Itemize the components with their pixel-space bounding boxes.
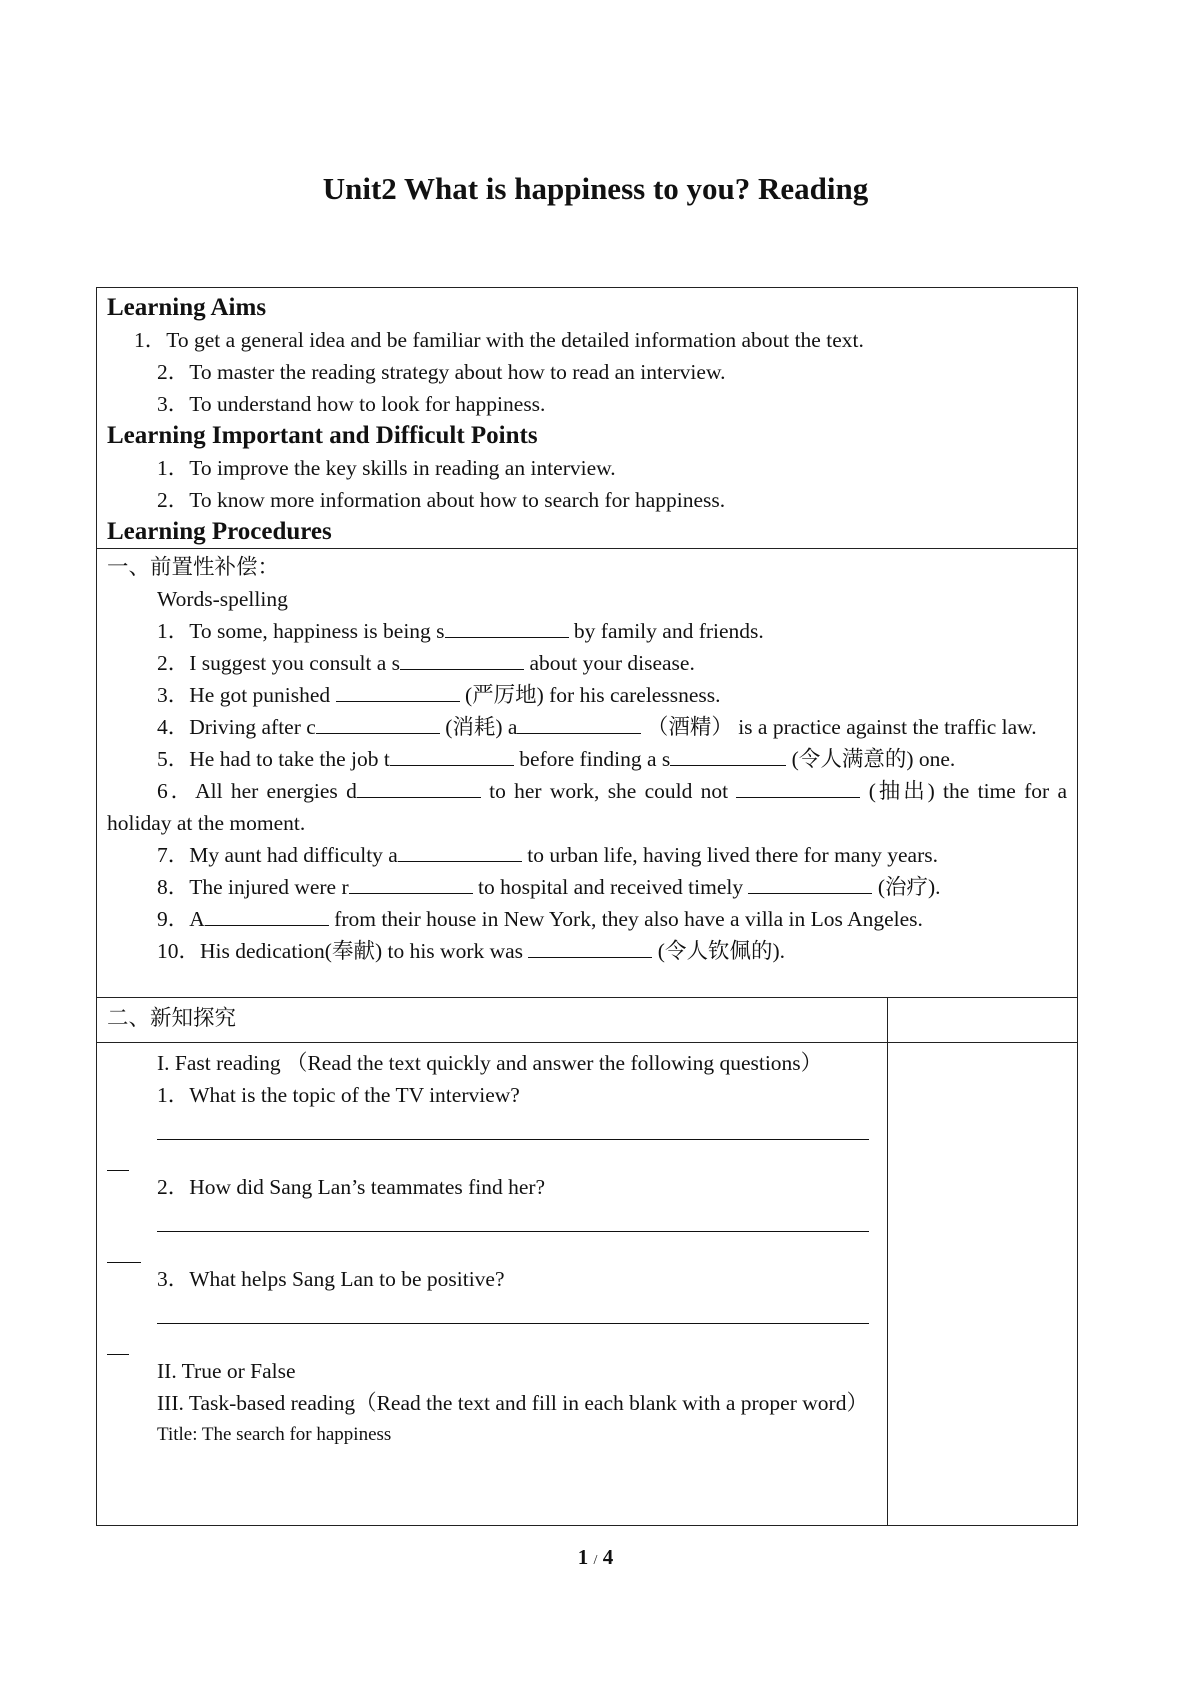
explore-header-row <box>97 998 1078 1043</box>
question-text: to urban life, having lived there for many years. <box>521 843 938 867</box>
task-based-instruction: III. Task-based reading（Read the text and fill in each blank with a proper word） <box>157 1391 868 1415</box>
question-text: about your disease. <box>524 651 695 675</box>
fast-reading-question: 1．What is the topic of the TV interview? <box>157 1083 520 1107</box>
task-table-title: Title: The search for happiness <box>157 1424 392 1445</box>
point-item: 2．To know more information about how to search for happiness. <box>157 488 726 512</box>
answer-blank[interactable] <box>349 871 473 894</box>
worksheet-table <box>96 287 1078 1526</box>
procedures-heading: Learning Procedures <box>107 518 332 545</box>
answer-line-end <box>107 1324 129 1355</box>
page-separator: / <box>593 1553 598 1568</box>
notes-cell <box>888 998 1078 1043</box>
page-number <box>0 1545 1191 1570</box>
answer-blank[interactable] <box>390 743 514 766</box>
point-item: 1．To improve the key skills in reading an interview. <box>157 456 616 480</box>
aim-item: 3．To understand how to look for happiness. <box>157 392 546 416</box>
spelling-question <box>97 615 1077 647</box>
spelling-question <box>97 775 1077 839</box>
answer-blank[interactable] <box>670 743 786 766</box>
aims-heading: Learning Aims <box>107 294 267 321</box>
fast-reading-question: 2．How did Sang Lan’s teammates find her? <box>157 1175 546 1199</box>
spelling-question <box>97 839 1077 871</box>
question-text: (令人钦佩的). <box>652 939 785 963</box>
question-text: (消耗) a <box>439 715 518 739</box>
answer-blank[interactable] <box>736 775 860 798</box>
question-text: 9．A <box>157 907 205 931</box>
explore-row <box>97 1043 1078 1526</box>
spelling-question <box>97 679 1077 711</box>
question-text: to her work, she could not <box>480 779 737 803</box>
answer-blank[interactable] <box>748 871 872 894</box>
page-title: Unit2 What is happiness to you? Reading <box>322 171 869 206</box>
question-text: 5．He had to take the job t <box>157 747 390 771</box>
answer-blank[interactable] <box>400 647 524 670</box>
answer-line-end <box>107 1232 141 1263</box>
spelling-question <box>97 935 1077 967</box>
answer-line[interactable] <box>157 1203 869 1232</box>
spelling-question <box>97 743 1077 775</box>
question-text: 1．To some, happiness is being s <box>157 619 445 643</box>
preview-section-label: 一、前置性补偿： <box>107 555 280 579</box>
answer-blank[interactable] <box>517 711 641 734</box>
spelling-question <box>97 903 1077 935</box>
answer-blank[interactable] <box>398 839 522 862</box>
question-text: 10．His dedication(奉献) to his work was <box>157 939 529 963</box>
answer-line[interactable] <box>157 1295 869 1324</box>
aims-row <box>97 288 1078 549</box>
answer-line-end <box>107 1140 129 1171</box>
question-text: to hospital and received timely <box>472 875 749 899</box>
points-heading: Learning Important and Difficult Points <box>107 422 538 449</box>
words-spelling-heading: Words-spelling <box>157 587 288 611</box>
preview-row <box>97 549 1078 998</box>
aim-item: 1．To get a general idea and be familiar with the detailed information about the text. <box>134 328 864 352</box>
answer-line[interactable] <box>157 1111 869 1140</box>
spelling-question <box>97 647 1077 679</box>
question-text: 7．My aunt had difficulty a <box>157 843 398 867</box>
question-text: (治疗). <box>872 875 941 899</box>
question-text: from their house in New York, they also have a villa in Los Angeles. <box>328 907 923 931</box>
current-page: 1 <box>577 1545 589 1569</box>
answer-blank[interactable] <box>445 615 569 638</box>
question-text: (令人满意的) one. <box>786 747 956 771</box>
answer-blank[interactable] <box>205 903 329 926</box>
question-text: 2．I suggest you consult a s <box>157 651 401 675</box>
notes-cell <box>888 1043 1078 1526</box>
spelling-question <box>97 711 1077 743</box>
total-pages: 4 <box>602 1545 614 1569</box>
explore-section-label: 二、新知探究 <box>107 1006 237 1030</box>
answer-blank[interactable] <box>316 711 440 734</box>
question-text: 6．All her energies d <box>157 779 357 803</box>
answer-blank[interactable] <box>357 775 481 798</box>
fast-reading-instruction: I. Fast reading （Read the text quickly and answer the following questions） <box>157 1051 823 1075</box>
question-text: before finding a s <box>513 747 671 771</box>
question-text: 4．Driving after c <box>157 715 316 739</box>
question-text: (严厉地) for his carelessness. <box>459 683 721 707</box>
fast-reading-question: 3．What helps Sang Lan to be positive? <box>157 1267 505 1291</box>
answer-blank[interactable] <box>528 935 652 958</box>
question-text: （酒精） is a practice against the traffic law. <box>641 715 1037 739</box>
question-text: by family and friends. <box>568 619 764 643</box>
answer-blank[interactable] <box>336 679 460 702</box>
spelling-question <box>97 871 1077 903</box>
question-text: (抽出) the time for a holiday at the moment. <box>107 779 1067 835</box>
aim-item: 2．To master the reading strategy about how to read an interview. <box>157 360 726 384</box>
question-text: 3．He got punished <box>157 683 336 707</box>
question-text: 8．The injured were r <box>157 875 349 899</box>
true-false-heading: II. True or False <box>157 1359 296 1383</box>
